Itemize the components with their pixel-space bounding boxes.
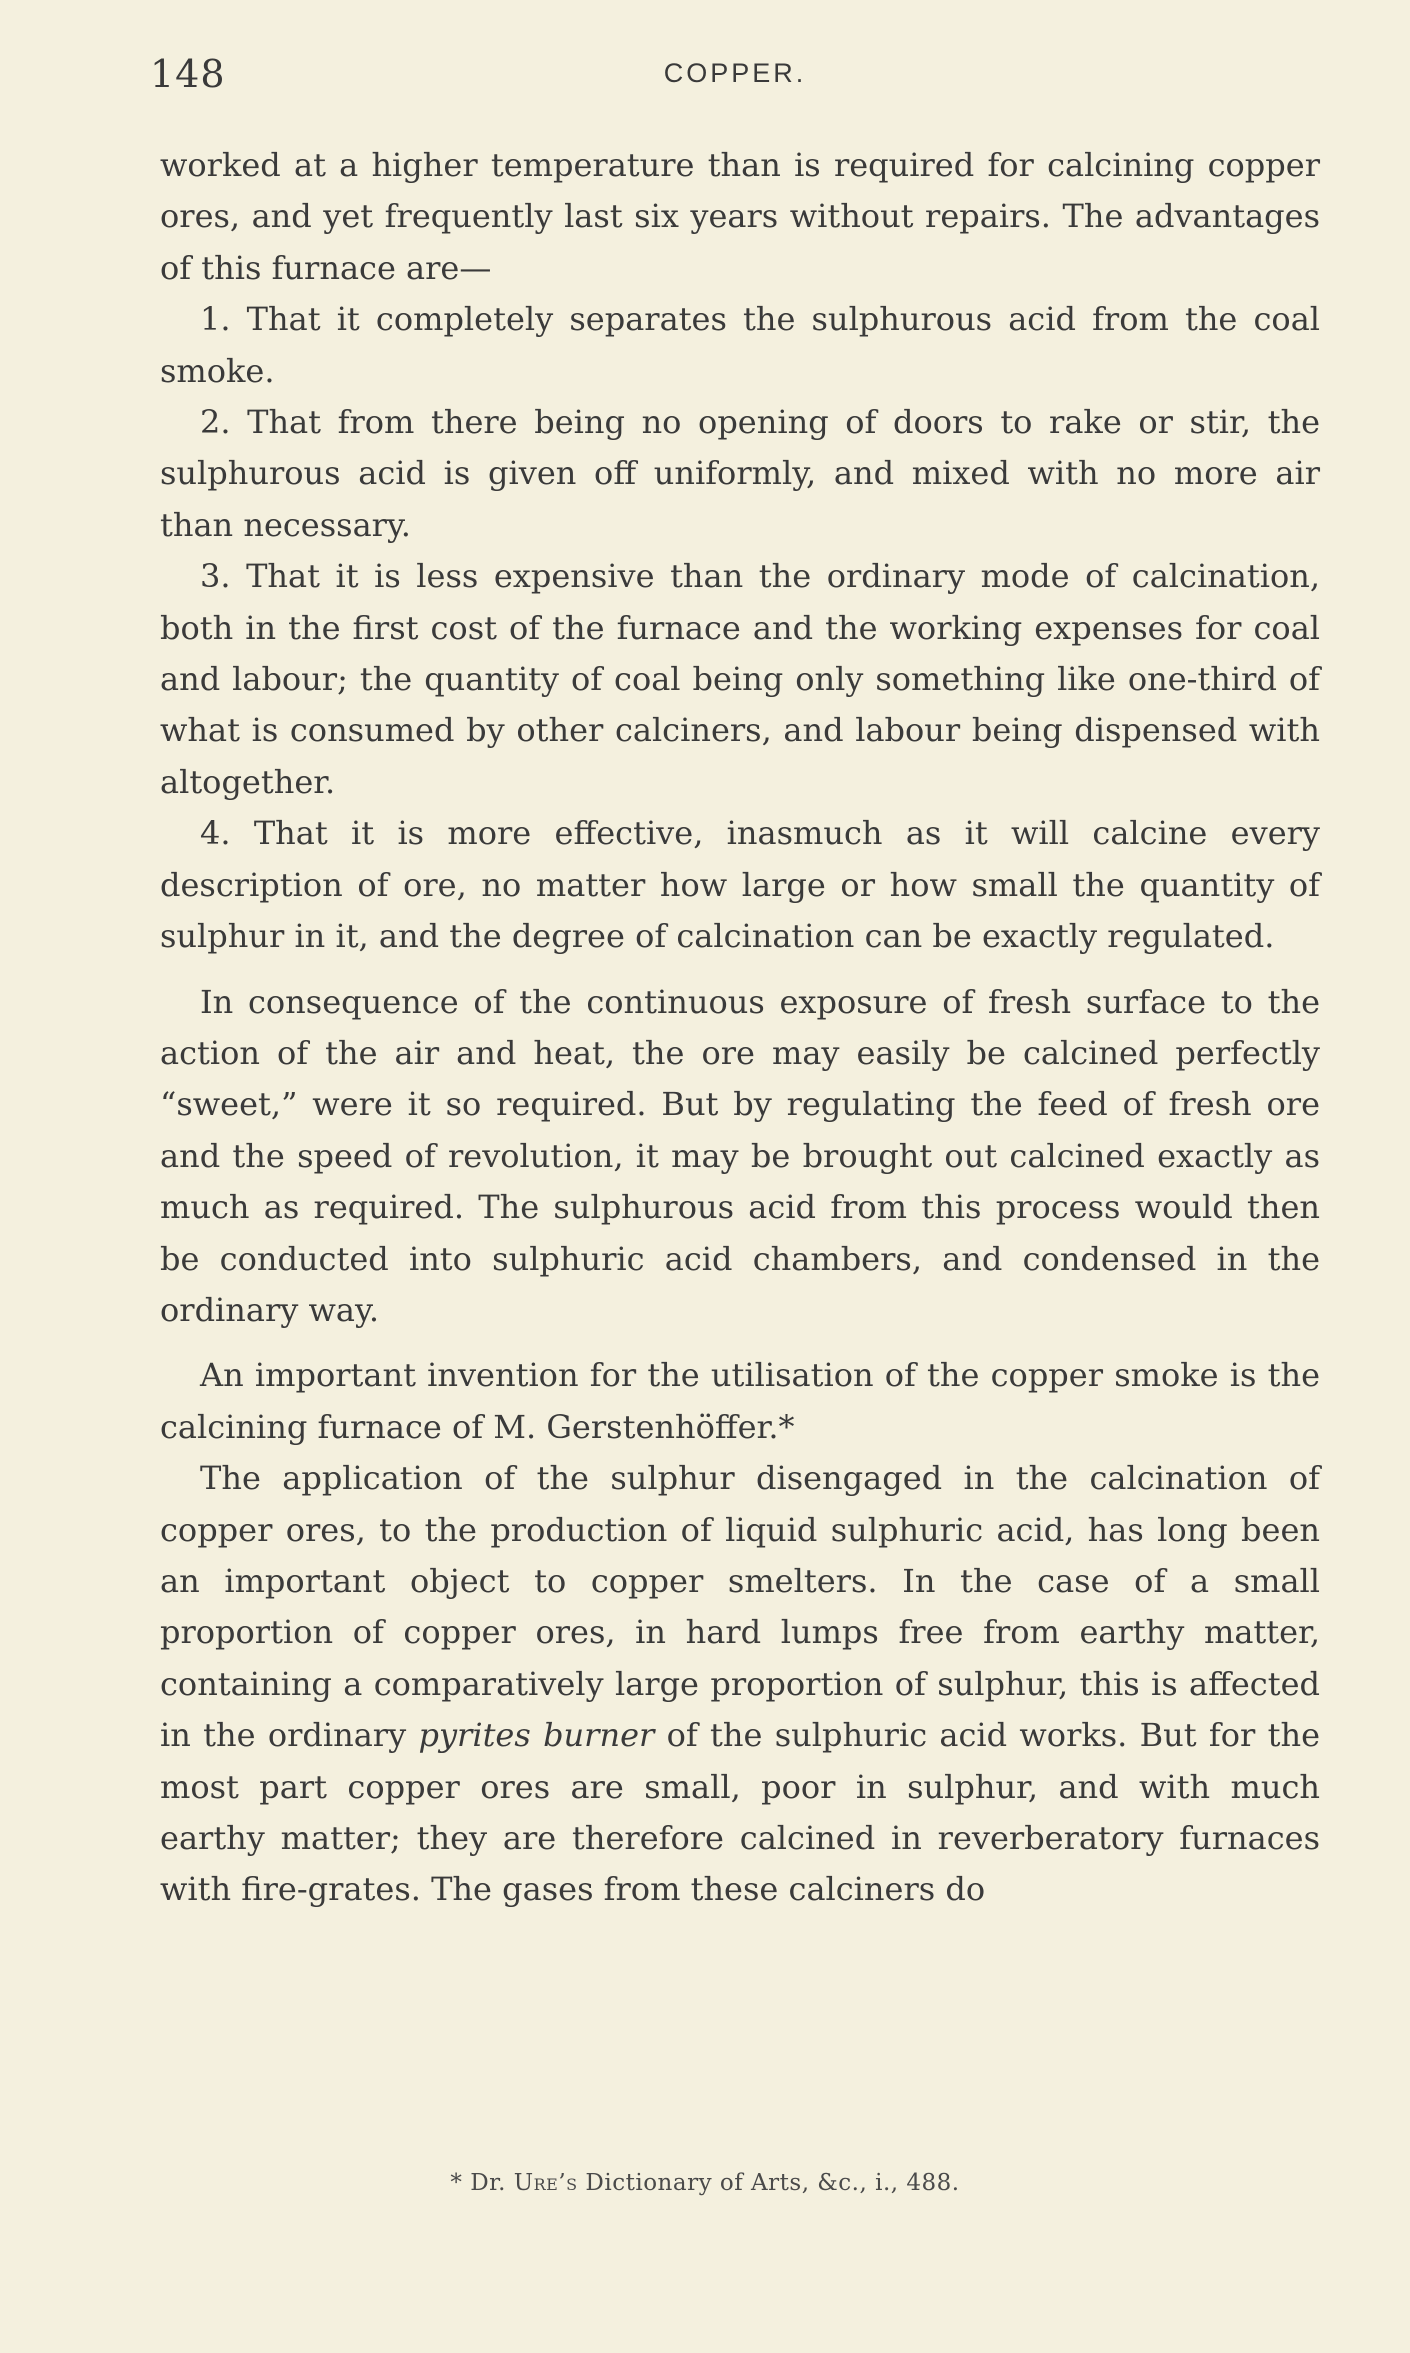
footnote xyxy=(0,2170,1410,2196)
footnote-citation: Dictionary of Arts, &c., i., 488. xyxy=(577,2170,960,2196)
list-item-4: 4. That it is more effective, inasmuch as it will calcine every description of ore, no matter how large or how small the quantity of sulphur in it, and the degree of calcination can be exactly regulated. xyxy=(160,814,1320,956)
running-head: COPPER. xyxy=(663,58,807,88)
footnote-author: Ure’s xyxy=(513,2170,578,2196)
paragraph-text-start: The application of the sulphur disengaged in the calcination of copper ores, to the production of liquid sulphuric acid, has long been an important object to copper smelters. In the case of a small proportion of copper ores, in hard lumps free from earthy matter, containing a comparatively large proportion of sulphur, this is affected in the ordinary xyxy=(160,1459,1320,1755)
paragraph-calcination: In consequence of the continuous exposure of fresh surface to the action of the air and heat, the ore may easily be calcined perfectly “sweet,” were it so required. But by regulating the feed of fresh ore and the speed of revolution, it may be brought out calcined exactly as much as required. The sulphurous acid from this process would then be conducted into sulphuric acid chambers, and condensed in the ordinary way. xyxy=(160,982,1320,1329)
paragraph-text-end: of the sulphuric acid works. But for the most part copper ores are small, poor in sulphur, and with much earthy matter; they are therefore calcined in reverberatory furnaces with fire-grates. The gases from these calciners do xyxy=(160,1716,1321,1909)
footnote-author-prefix: Dr. xyxy=(470,2170,514,2196)
paragraph-invention: An important invention for the utilisation of the copper smoke is the calcining furnace of M. Gerstenhöffer.* xyxy=(160,1356,1320,1446)
paragraph-sulphur-application xyxy=(160,1453,1320,1916)
list-item-3: 3. That it is less expensive than the ordinary mode of calcination, both in the first cost of the furnace and the working expenses for coal and labour; the quantity of coal being only something like one-third of what is consumed by other calciners, and labour being dispensed with altogether. xyxy=(160,557,1320,801)
page-number: 148 xyxy=(150,52,226,96)
italic-term: pyrites burner xyxy=(418,1716,655,1755)
page-header xyxy=(150,52,1320,102)
body-text xyxy=(160,140,1320,1916)
footnote-marker: * xyxy=(450,2170,463,2196)
list-item-2: 2. That from there being no opening of doors to rake or stir, the sulphurous acid is given off uniformly, and mixed with no more air than necessary. xyxy=(160,403,1320,544)
paragraph-continuation: worked at a higher temperature than is required for calcining copper ores, and yet frequently last six years without repairs. The advantages of this furnace are— xyxy=(160,146,1320,287)
list-item-1: 1. That it completely separates the sulphurous acid from the coal smoke. xyxy=(160,300,1320,390)
